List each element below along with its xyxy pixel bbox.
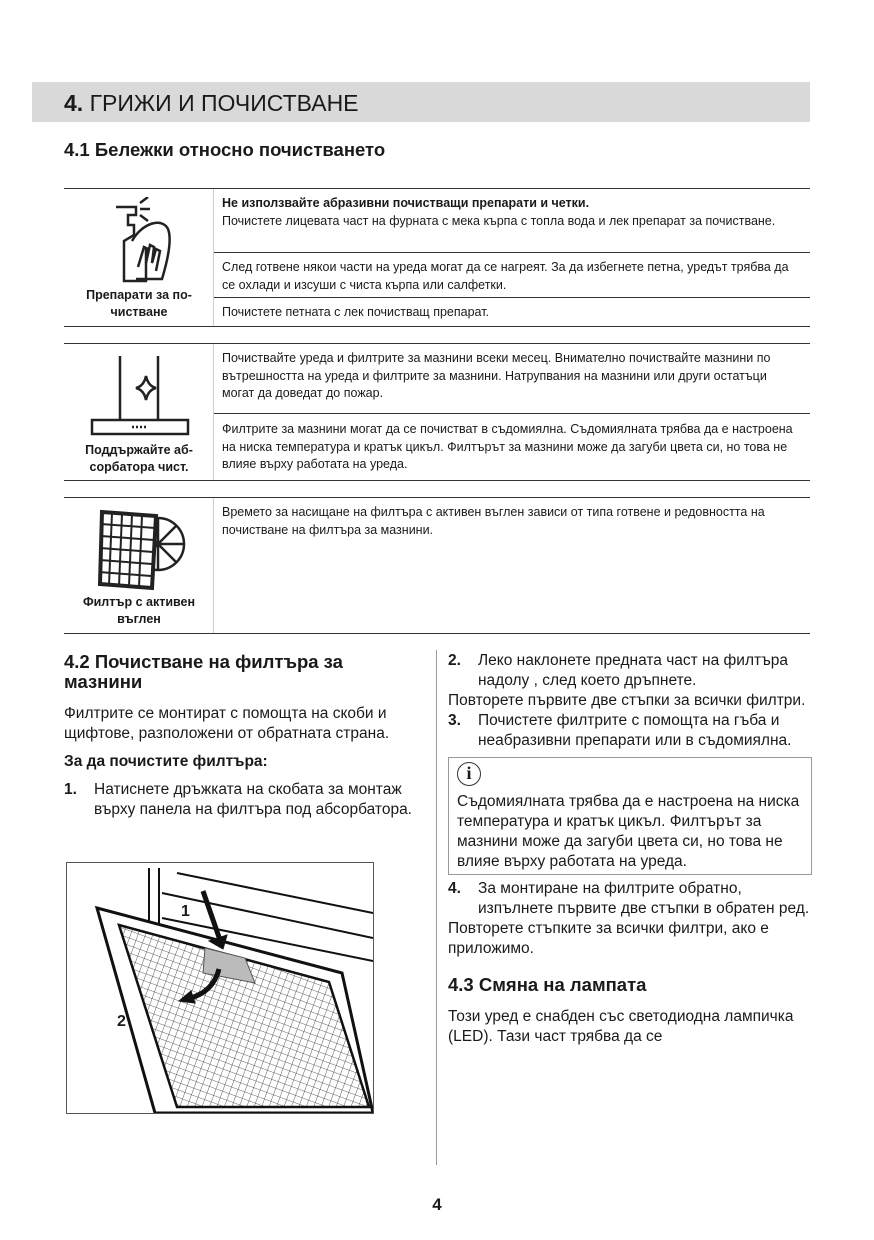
section-4-1-title: 4.1 Бележки относно почистването xyxy=(64,139,386,160)
note-row xyxy=(214,189,810,253)
chapter-title: ГРИЖИ И ПОЧИСТВАНЕ xyxy=(89,90,359,116)
note-row xyxy=(214,298,810,322)
notes-table-cleaning-agents xyxy=(64,188,810,327)
table-caption: Филтър с активен въглен xyxy=(82,595,196,626)
spray-cleaning-icon xyxy=(106,197,172,287)
intro-text: Филтрите се монтират с помощта на скоби и щифтове, разположени от обратната страна. xyxy=(64,705,390,742)
notes-table-carbon-filter xyxy=(64,497,810,634)
figure-label-1: 1 xyxy=(181,903,190,920)
note-row xyxy=(214,253,810,298)
notes-table-hood xyxy=(64,343,810,481)
note-text: Почистете петната с лек почистващ препарат. xyxy=(222,305,490,319)
section-4-3-title: 4.3 Смяна на лампата xyxy=(448,974,647,995)
note-text: След готвене някои части на уреда могат да се нагреят. За да избегнете петна, уредът трябва да се охлади и изсуши с чиста кърпа или салфетки. xyxy=(222,260,789,292)
info-box xyxy=(448,757,812,875)
note-bold: Не използвайте абразивни почистващи препарати и четки. xyxy=(222,196,590,210)
column-divider xyxy=(436,650,437,1165)
carbon-filter-icon xyxy=(96,506,186,592)
repeat-text: Повторете стъпките за всички филтри, ако е приложимо. xyxy=(448,920,769,957)
note-text: Почистете лицевата част на фурната с мека кърпа с топла вода и лек препарат за почистване. xyxy=(222,213,776,228)
note-text: Времето за насищане на филтъра с активен въглен зависи от типа готвене и редовността на почистване на филтъра за мазнини. xyxy=(222,505,765,537)
section-4-2-title: 4.2 Почистване на филтъра за мазнини xyxy=(64,651,343,692)
step-3 xyxy=(448,711,812,751)
note-text: Почиствайте уреда и филтрите за мазнини всеки месец. Внимателно почиствайте мазнини по вътрешността на уреда и филтрите за мазнини. Натрупвания на мазнини или други остатъци могат да доведат до пожар. xyxy=(222,351,771,400)
step-number: 1. xyxy=(64,781,77,798)
repeat-text: Повторете първите две стъпки за всички филтри. xyxy=(448,692,806,709)
step-text: Почистете филтрите с помощта на гъба и неабразивни препарати или в съдомиялна. xyxy=(478,712,792,749)
info-text: Съдомиялната трябва да е настроена на ниска температура и кратък цикъл. Филтърът за мазнини може да загуби цвета си, но това не влияе върху работата на уреда. xyxy=(457,793,800,870)
step-text: За монтиране на филтрите обратно, изпълнете първите две стъпки в обратен ред. xyxy=(478,880,810,917)
subheading: За да почистите филтъра: xyxy=(64,753,268,770)
step-number: 2. xyxy=(448,652,461,669)
section-4-3-text: Този уред е снабден със светодиодна лампичка (LED). Тази част трябва да се xyxy=(448,1008,794,1045)
note-text: Филтрите за мазнини могат да се почистват в съдомиялна. Съдомиялната трябва да е настроена на ниска температура и кратък цикъл. Филтърът за мазнини може да загуби цвета си, но това не влияе върху работата на уреда. xyxy=(222,422,793,471)
step-text: Леко наклонете предната част на филтъра надолу , след което дръпнете. xyxy=(478,652,789,689)
chapter-number: 4. xyxy=(64,90,84,116)
page-number: 4 xyxy=(432,1195,442,1214)
table-caption: Поддържайте аб-сорбатора чист. xyxy=(85,443,193,474)
left-column xyxy=(64,652,424,820)
clean-hood-icon xyxy=(88,356,192,436)
step-2 xyxy=(448,651,812,691)
figure-label-2: 2 xyxy=(117,1013,126,1030)
info-icon: i xyxy=(457,762,481,786)
right-column xyxy=(448,651,812,1047)
note-row xyxy=(214,344,810,414)
filter-removal-illustration xyxy=(66,862,374,1114)
step-1 xyxy=(64,780,424,820)
table-caption: Препарати за по-чистване xyxy=(86,288,192,319)
note-row xyxy=(214,414,810,474)
step-4 xyxy=(448,879,812,919)
note-row xyxy=(214,498,810,539)
chapter-header xyxy=(32,82,810,122)
step-text: Натиснете дръжката на скобата за монтаж върху панела на филтъра под абсорбатора. xyxy=(94,781,412,818)
step-number: 3. xyxy=(448,712,461,729)
step-number: 4. xyxy=(448,880,461,897)
